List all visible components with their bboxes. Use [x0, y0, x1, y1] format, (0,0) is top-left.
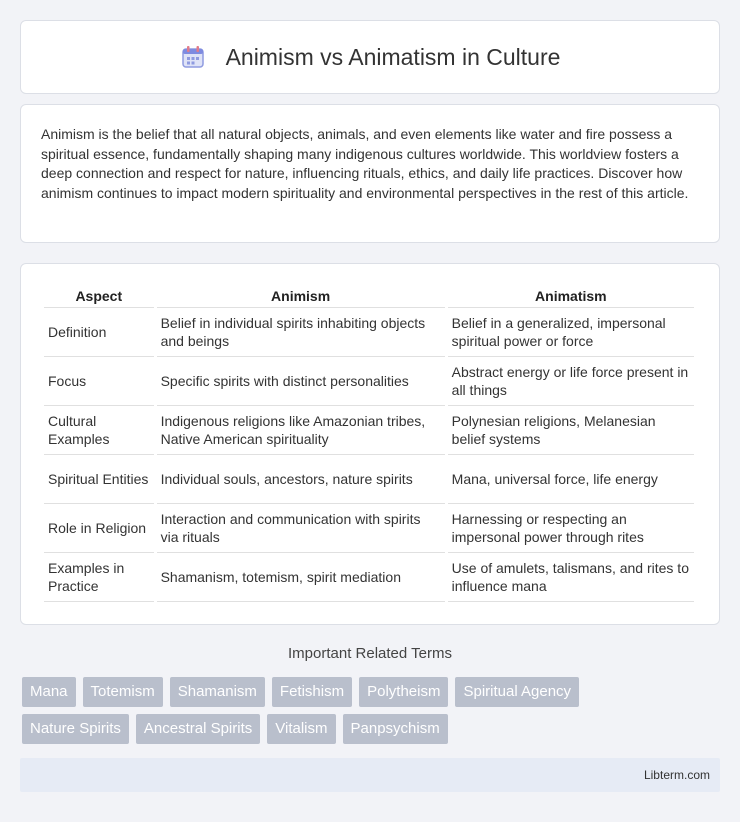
page-title: Animism vs Animatism in Culture — [225, 43, 561, 70]
calendar-icon — [180, 44, 206, 70]
animism-cell: Indigenous religions like Amazonian tribes, Native American spirituality — [157, 406, 445, 455]
aspect-cell: Examples in Practice — [44, 553, 154, 602]
animatism-cell: Harnessing or respecting an impersonal power through rites — [448, 504, 694, 553]
tag-shamanism[interactable]: Shamanism — [170, 677, 265, 707]
table-row — [44, 406, 694, 455]
animism-cell: Belief in individual spirits inhabiting objects and beings — [157, 308, 445, 357]
animatism-cell: Mana, universal force, life energy — [448, 455, 694, 504]
animatism-cell: Belief in a generalized, impersonal spiritual power or force — [448, 308, 694, 357]
animism-cell: Interaction and communication with spirits via rituals — [157, 504, 445, 553]
table-row — [44, 455, 694, 504]
tag-panpsychism[interactable]: Panpsychism — [343, 714, 448, 744]
table-row — [44, 553, 694, 602]
tag-row — [22, 714, 722, 744]
intro-paragraph: Animism is the belief that all natural objects, animals, and even elements like water and fire possess a spiritual essence, fundamentally shaping many indigenous cultures worldwide. This worldview fosters a deep connection and respect for nature, influencing rituals, ethics, and daily life practices. Discover how animism continues to impact modern spirituality and environmental perspectives in the rest of this article. — [41, 126, 689, 201]
tag-totemism[interactable]: Totemism — [83, 677, 163, 707]
header-aspect: Aspect — [44, 286, 154, 308]
tag-fetishism[interactable]: Fetishism — [272, 677, 352, 707]
table-header-row — [44, 286, 694, 308]
aspect-cell: Cultural Examples — [44, 406, 154, 455]
header-animatism: Animatism — [448, 286, 694, 308]
tag-ancestral-spirits[interactable]: Ancestral Spirits — [136, 714, 260, 744]
aspect-cell: Definition — [44, 308, 154, 357]
related-terms-tags — [22, 677, 722, 751]
animatism-cell: Abstract energy or life force present in all things — [448, 357, 694, 406]
animism-cell: Shamanism, totemism, spirit mediation — [157, 553, 445, 602]
tag-spiritual-agency[interactable]: Spiritual Agency — [455, 677, 579, 707]
tag-nature-spirits[interactable]: Nature Spirits — [22, 714, 129, 744]
tag-polytheism[interactable]: Polytheism — [359, 677, 448, 707]
table-row — [44, 357, 694, 406]
tag-row — [22, 677, 722, 707]
comparison-table-card — [20, 263, 720, 625]
aspect-cell: Role in Religion — [44, 504, 154, 553]
related-terms-heading: Important Related Terms — [288, 645, 452, 662]
footer-site-link[interactable]: Libterm.com — [643, 768, 710, 782]
animatism-cell: Use of amulets, talismans, and rites to influence mana — [448, 553, 694, 602]
tag-mana[interactable]: Mana — [22, 677, 76, 707]
animism-cell: Individual souls, ancestors, nature spirits — [157, 455, 445, 504]
footer — [20, 758, 720, 792]
animatism-cell: Polynesian religions, Melanesian belief systems — [448, 406, 694, 455]
aspect-cell: Spiritual Entities — [44, 455, 154, 504]
intro-card — [20, 104, 720, 243]
title-card — [20, 20, 720, 94]
table-row — [44, 504, 694, 553]
animism-cell: Specific spirits with distinct personalities — [157, 357, 445, 406]
comparison-table — [41, 286, 697, 602]
table-row — [44, 308, 694, 357]
header-animism: Animism — [157, 286, 445, 308]
title-wrap — [180, 44, 561, 71]
tag-vitalism[interactable]: Vitalism — [267, 714, 335, 744]
aspect-cell: Focus — [44, 357, 154, 406]
